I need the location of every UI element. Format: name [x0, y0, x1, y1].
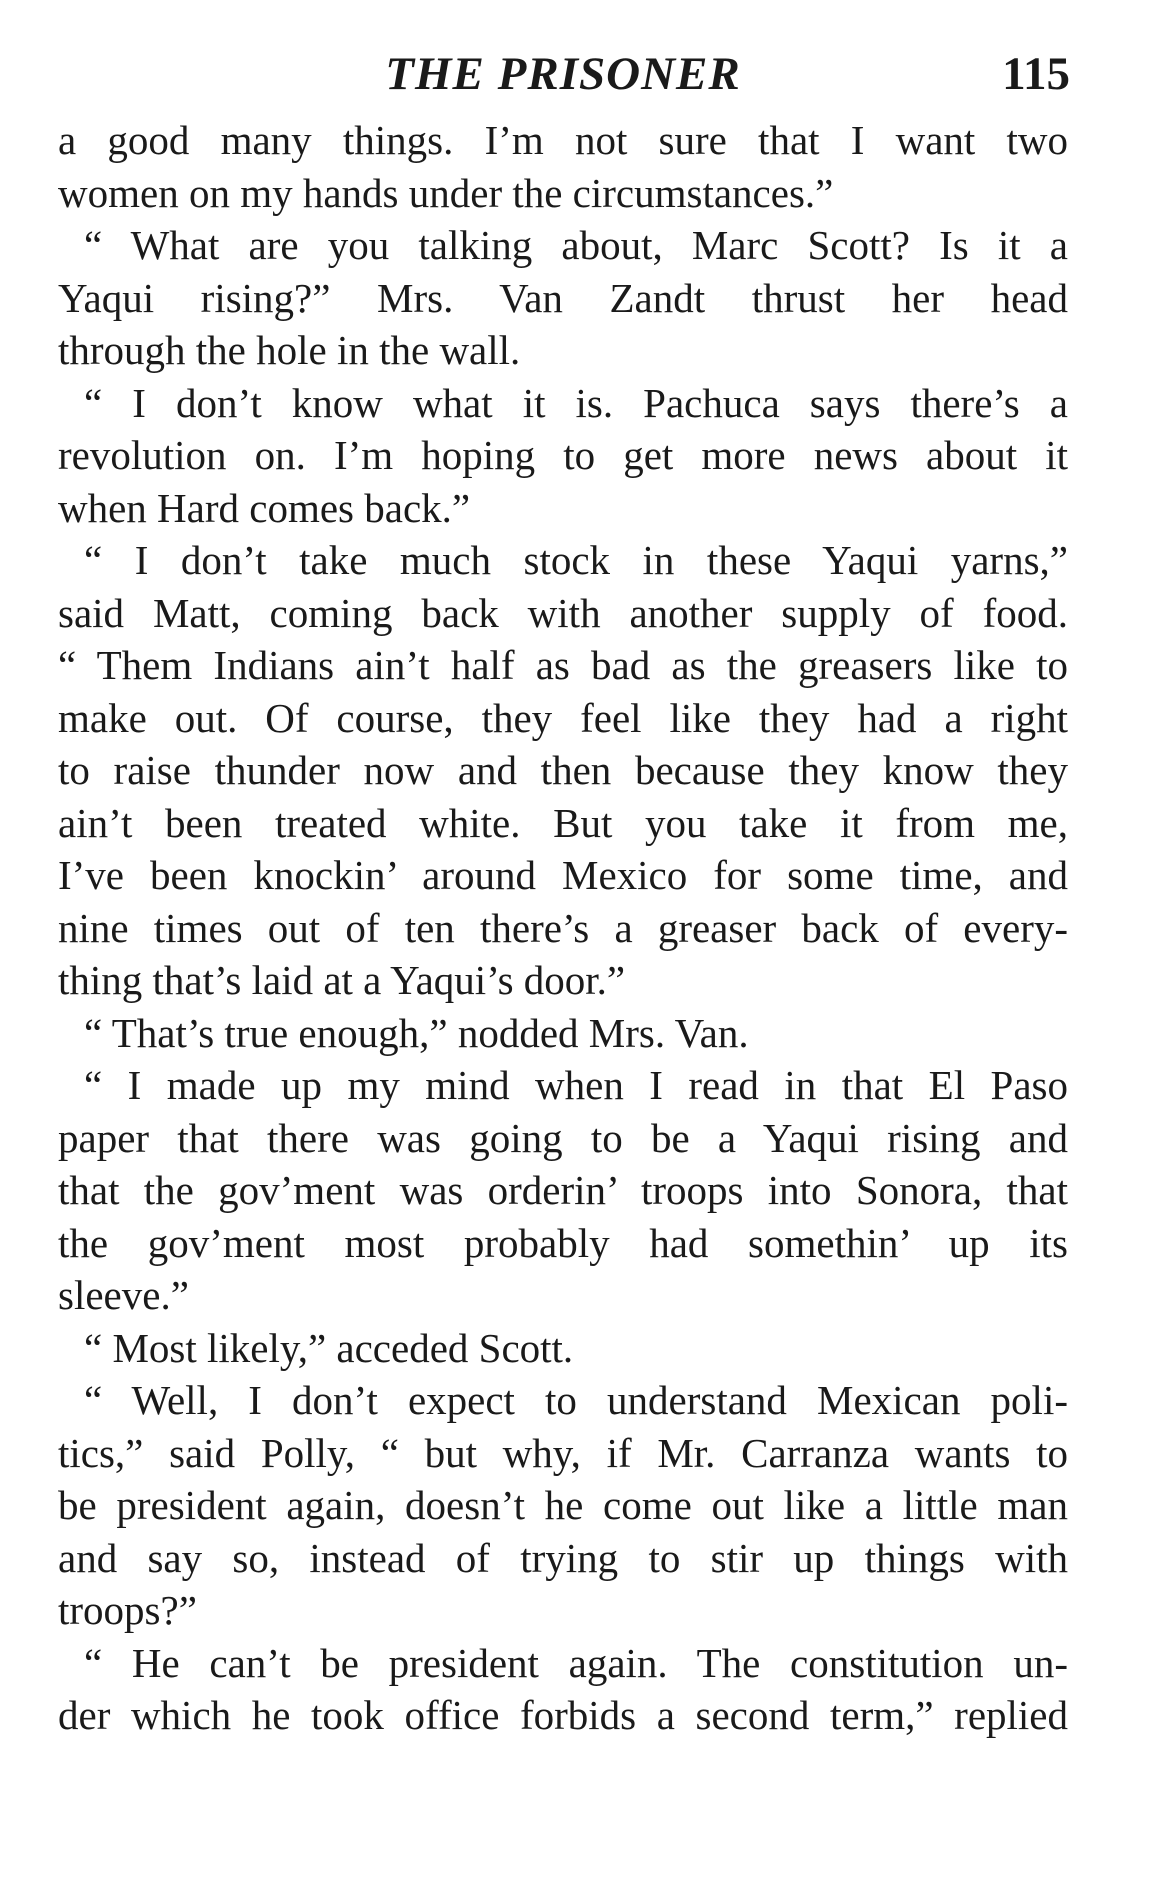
text-line: “ What are you talking about, Marc Scott? Is it a: [84, 222, 1068, 268]
text-line: paper that there was going to be a Yaqui rising and: [58, 1114, 1068, 1161]
text-line: tics,” said Polly, “ but why, if Mr. Carranza wants to: [58, 1429, 1068, 1476]
text-line: women on my hands under the circumstances.”: [58, 169, 834, 216]
text-line: a good many things. I’m not sure that I want two: [58, 117, 1068, 163]
text-line: troops?”: [58, 1587, 197, 1633]
chapter-title: THE PRISONER: [385, 48, 741, 100]
text-line: that the gov’ment was orderin’ troops into Sonora, that: [58, 1167, 1068, 1213]
text-line: make out. Of course, they feel like they had a right: [58, 694, 1068, 741]
text-line: the gov’ment most probably had somethin’ up its: [58, 1219, 1068, 1266]
text-line: ain’t been treated white. But you take it from me,: [58, 799, 1068, 846]
text-line: “ I made up my mind when I read in that El Paso: [84, 1062, 1068, 1108]
text-line: der which he took office forbids a second term,” replied: [58, 1692, 1068, 1738]
text-line: thing that’s laid at a Yaqui’s door.”: [58, 957, 626, 1003]
text-line: “ Well, I don’t expect to understand Mexican poli-: [84, 1377, 1068, 1423]
text-line: nine times out of ten there’s a greaser back of every-: [58, 904, 1068, 951]
text-line: I’ve been knockin’ around Mexico for some time, and: [58, 852, 1068, 898]
text-line: “ That’s true enough,” nodded Mrs. Van.: [84, 1009, 749, 1056]
book-page: [58, 44, 1068, 1742]
running-head: [58, 44, 1068, 108]
text-line: “ I don’t know what it is. Pachuca says there’s a: [84, 379, 1068, 426]
body-text: [58, 114, 1068, 1742]
text-line: be president again, doesn’t he come out like a little man: [58, 1482, 1068, 1528]
text-line: “ He can’t be president again. The constitution un-: [84, 1639, 1068, 1686]
text-line: Yaqui rising?” Mrs. Van Zandt thrust her head: [58, 274, 1068, 321]
text-line: sleeve.”: [58, 1272, 189, 1318]
text-line: “ I don’t take much stock in these Yaqui yarns,”: [84, 537, 1068, 583]
text-line: to raise thunder now and then because they know they: [58, 747, 1068, 793]
text-line: said Matt, coming back with another supply of food.: [58, 589, 1068, 636]
text-line: when Hard comes back.”: [58, 484, 471, 531]
text-line: “ Them Indians ain’t half as bad as the greasers like to: [58, 642, 1068, 688]
page-number: 115: [1002, 48, 1070, 100]
text-line: through the hole in the wall.: [58, 327, 521, 373]
text-line: revolution on. I’m hoping to get more news about it: [58, 432, 1068, 478]
text-line: “ Most likely,” acceded Scott.: [84, 1324, 574, 1371]
text-line: and say so, instead of trying to stir up things with: [58, 1534, 1068, 1581]
